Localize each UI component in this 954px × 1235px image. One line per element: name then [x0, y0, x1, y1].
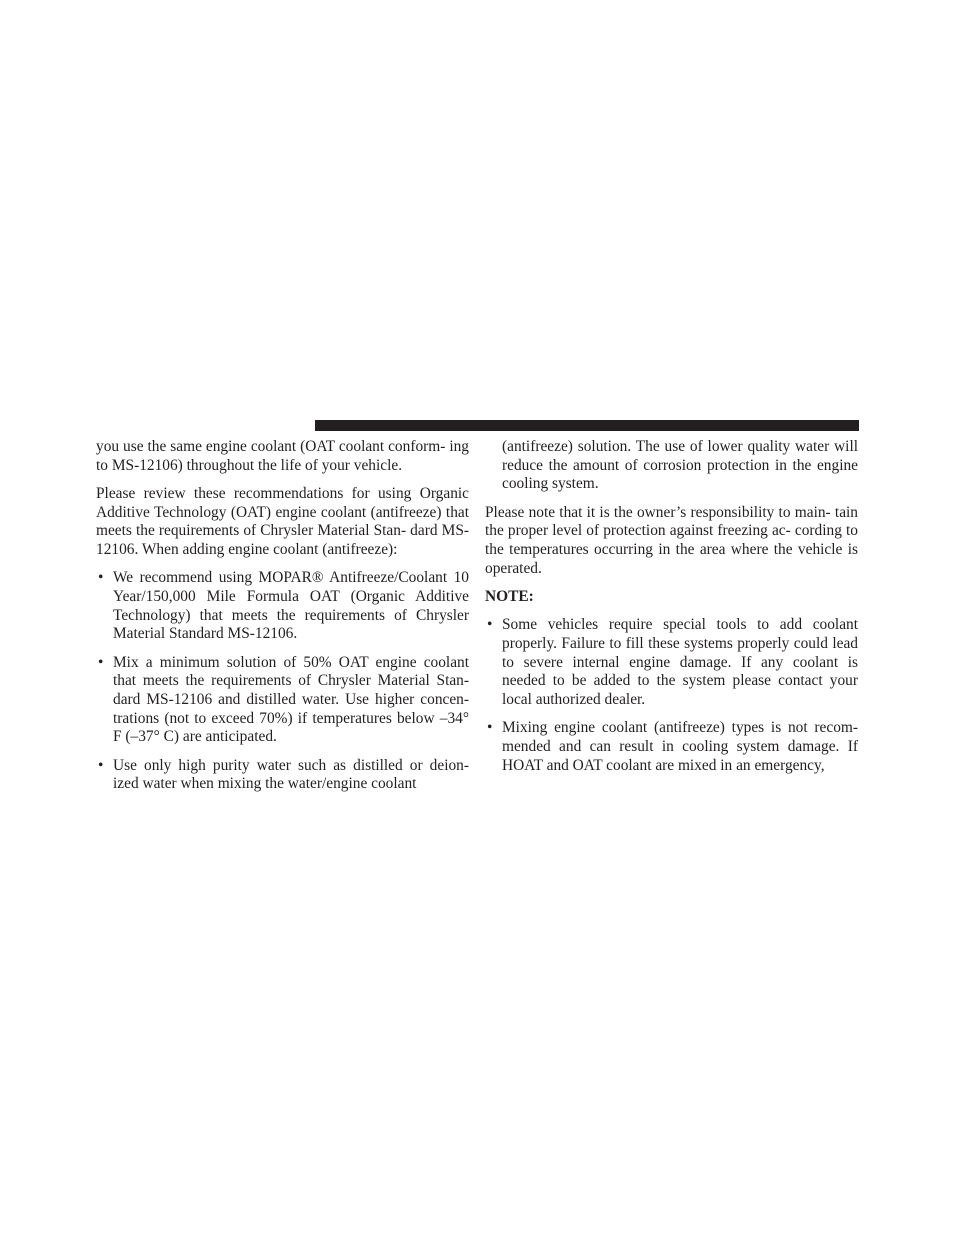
- note-label: NOTE:: [485, 587, 534, 605]
- list-item: [96, 569, 469, 644]
- list-item-continuation: (antifreeze) solution. The use of lower quality water will reduce the amount of corrosion protection in the engine cooling system.: [502, 438, 858, 493]
- paragraph-coolant-life: you use the same engine coolant (OAT coolant conform- ing to MS-12106) throughout the life of your vehicle.: [96, 438, 469, 474]
- list-item-text: Some vehicles require special tools to add coolant properly. Failure to fill these systems properly could lead to severe internal engine damage. If any coolant is needed to be added to the system please contact your local authorized dealer.: [502, 616, 858, 708]
- bullet-icon: •: [98, 653, 104, 671]
- paragraph-recommendations: Please review these recommendations for using Organic Additive Technology (OAT) engine coolant (antifreeze) that meets the requirements of Chrysler Material Stan- dard MS-12106. When adding engine coolant (antifreeze):: [96, 484, 469, 559]
- bullet-icon: •: [487, 719, 493, 737]
- list-item-text: Mixing engine coolant (antifreeze) types is not recom- mended and can result in cooling system damage. If HOAT and OAT coolant are mixed in an emergency,: [502, 719, 858, 774]
- list-item: [485, 719, 858, 775]
- list-item-text: Mix a minimum solution of 50% OAT engine coolant that meets the requirements of Chrysler Material Stan- dard MS-12106 and distilled water. Use higher concen- trations (not to exceed 70%) if temperatures below –34° F (–37° C) are anticipated.: [113, 653, 469, 746]
- bullet-icon: •: [98, 756, 104, 774]
- bullet-icon: •: [487, 616, 493, 634]
- right-column: [485, 438, 858, 785]
- list-item: [96, 757, 469, 794]
- left-column: [96, 438, 469, 803]
- bullet-icon: •: [98, 569, 104, 587]
- paragraph-owner-responsibility: Please note that it is the owner’s responsibility to main- tain the proper level of protection against freezing ac- cording to the temperatures occurring in the area where the vehicle is operated.: [485, 503, 858, 577]
- list-item: [485, 616, 858, 710]
- list-item: [96, 654, 469, 748]
- list-item-text: We recommend using MOPAR® Antifreeze/Coolant 10 Year/150,000 Mile Formula OAT (Organic Additive Technology) that meets the requirements of Chrysler Material Standard MS-12106.: [113, 569, 469, 643]
- header-rule-bar: [315, 420, 859, 431]
- list-item-text: Use only high purity water such as distilled or deion- ized water when mixing the water/engine coolant: [113, 756, 469, 793]
